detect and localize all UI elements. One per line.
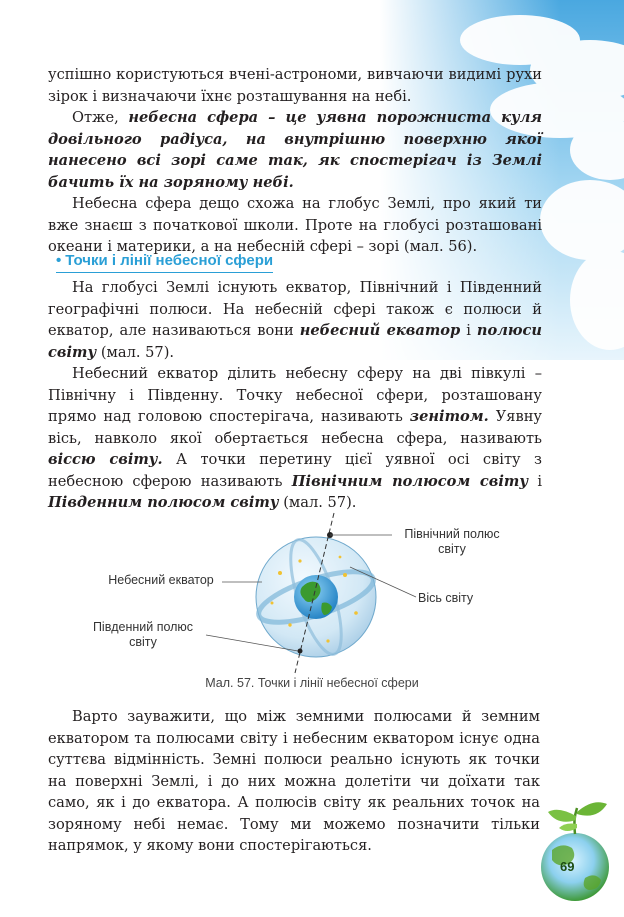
eco-globe-icon — [541, 802, 609, 901]
label-world-axis: Вісь світу — [418, 591, 474, 605]
body-text — [48, 277, 542, 514]
celestial-sphere-definition: небесна сфера – це уявна порожниста куля довільного радіуса, на внутрішню поверхню якої нанесено всі зорі саме так, як спостерігач із Землі бачить їх на зоряному небі. — [48, 109, 542, 191]
para-4: На глобусі Землі існують екватор, Північний і Південний географічні полюси. На небесній сфері також є полюси й екватор, але називаються вони небесний екватор і полюси світу (мал. 57). — [48, 279, 542, 361]
south-pole-point — [298, 649, 303, 654]
para-2-definition: Отже, небесна сфера – це уявна порожниста куля довільного радіуса, на внутрішню поверхню якої нанесено всі зорі саме так, як спостерігач із Землі бачить їх на зоряному небі. — [48, 109, 542, 191]
label-celestial-equator: Небесний екватор — [108, 573, 214, 587]
para-5: Небесний екватор ділить небесну сферу на дві півкулі – Північну і Південну. Точку небесної сфери, розташовану прямо над головою спостерігача, називають зенітом. Уявну вісь, навколо якої обертається небесна сфера, називають віссю світу. А точки перетину цієї уявної осі світу з небесною сферою називають Північним полюсом світу і Південним полюсом світу (мал. 57). — [48, 365, 543, 511]
closing-paragraph — [48, 706, 540, 857]
section-bullet: • — [56, 252, 62, 269]
section-heading — [56, 251, 273, 273]
para-6: Варто зауважити, що між земними полюсами й земним екватором та полюсами світу і небесним екватором існує одна суттєва відмінність. Земні полюси реально існують як точки на поверхні Землі, і до них можна долетіти чи доїхати так само, як і до екватора. А полюсів світу як реальних точок на зоряному небі немає. Тому ми можемо позначити тільки напрямок, у якому вони спостерігаються. — [48, 708, 540, 854]
figure-caption: Мал. 57. Точки і лінії небесної сфери — [205, 676, 419, 690]
figure-57 — [0, 505, 624, 705]
label-south-pole: Південний полюс світу — [92, 620, 194, 649]
para-3: Небесна сфера дещо схожа на глобус Землі, про який ти вже знаєш з початкової школи. Проте на глобусі розташовані океани і материки, а на небесній сфері – зорі (мал. 56). — [48, 195, 542, 255]
para-1: успішно користуються вчені-астрономи, вивчаючи видимі рухи зірок і визначаючи їхнє розташування на небі. — [48, 66, 542, 105]
intro-paragraph — [48, 64, 542, 258]
section-title: Точки і лінії небесної сфери — [65, 252, 274, 269]
label-north-pole: Північний полюс світу — [404, 527, 500, 556]
page-number: 69 — [560, 859, 575, 874]
